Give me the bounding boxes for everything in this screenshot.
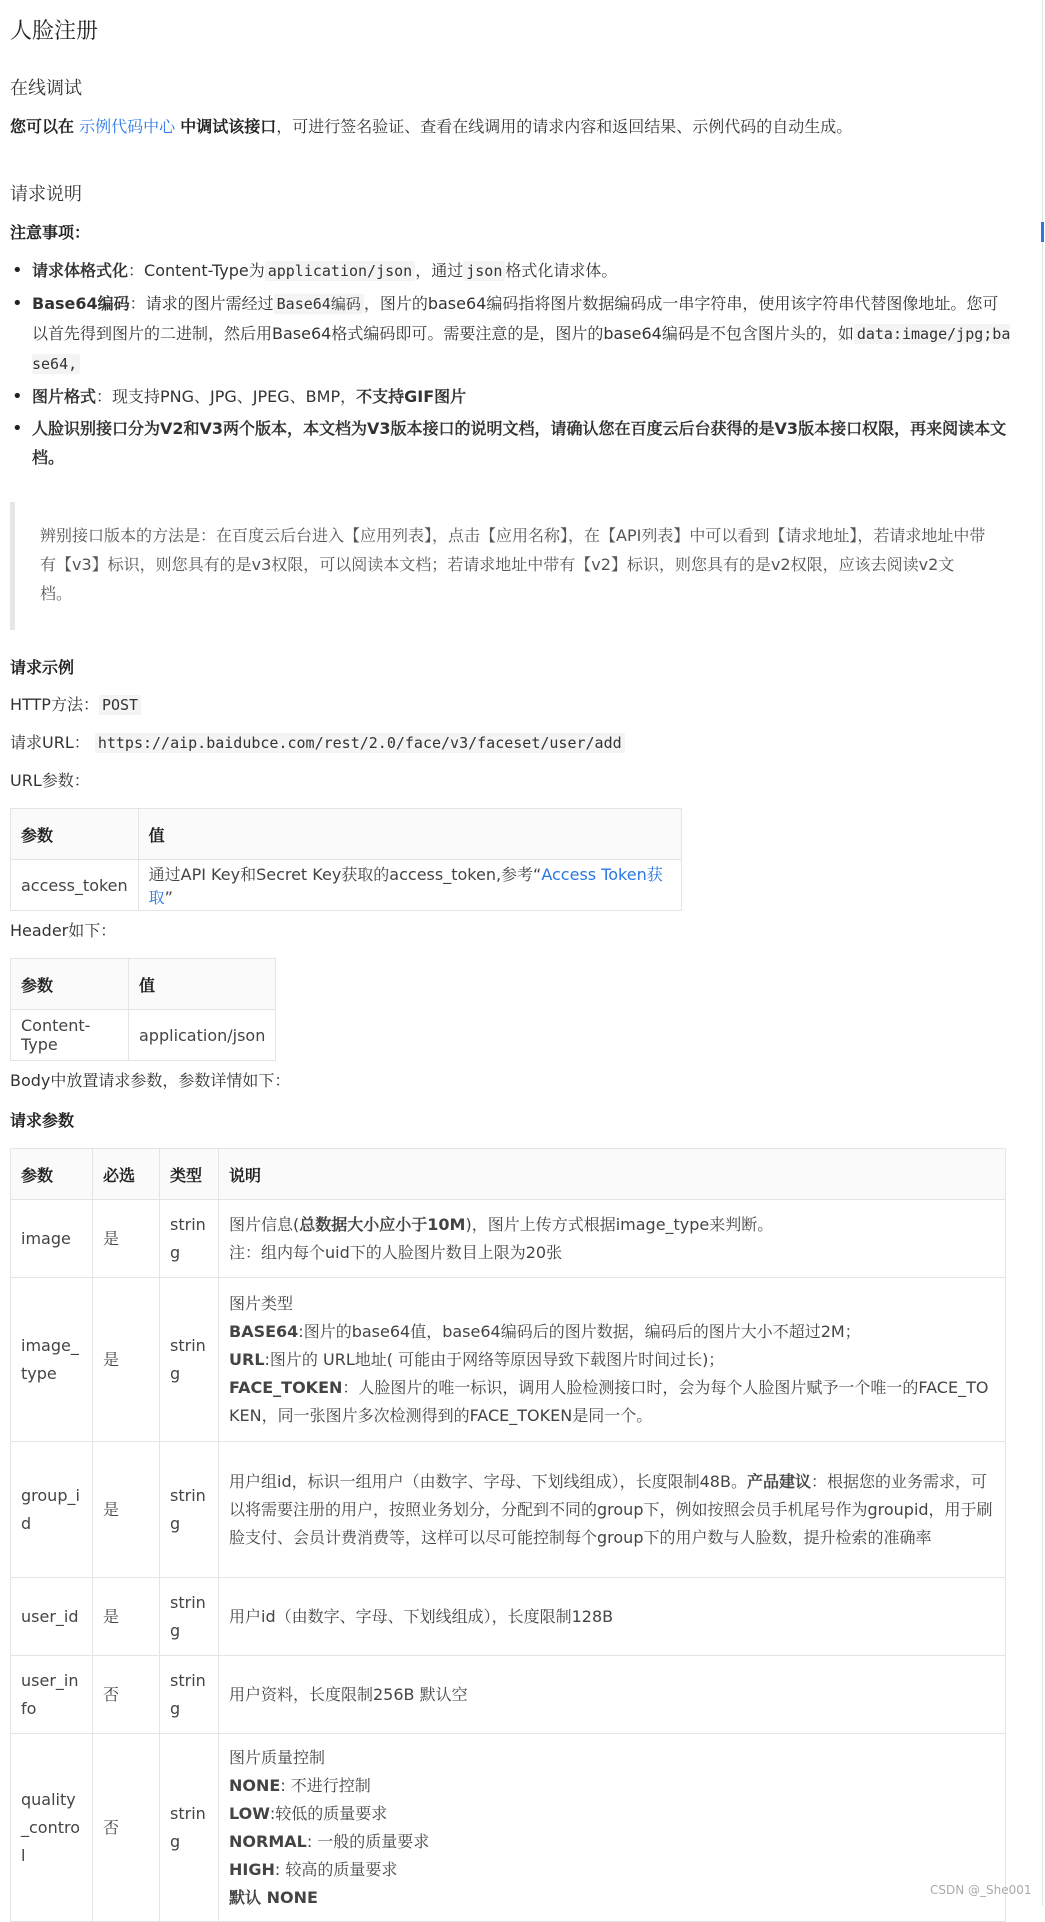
- cell-desc: 图片类型 BASE64:图片的base64值，base64编码后的图片数据，编码后的图片大小不超过2M； URL:图片的 URL地址( 可能由于网络等原因导致下载图片时间过长)； FACE_TOKEN：人脸图片的唯一标识，调用人脸检测接口时，会为每个人脸图片赋予一个唯一的FACE_TOKEN，同一张图片多次检测得到的FACE_TOKEN是同一个。: [219, 1278, 1006, 1442]
- cell-required: 是: [93, 1200, 160, 1278]
- cell-type: string: [160, 1200, 219, 1278]
- col-param: 参数: [11, 809, 139, 860]
- cell-type: string: [160, 1656, 219, 1734]
- cell-param: group_id: [11, 1442, 93, 1578]
- page-title: 人脸注册: [10, 19, 99, 44]
- cell-desc: 图片信息(总数据大小应小于10M)，图片上传方式根据image_type来判断。 注：组内每个uid下的人脸图片数目上限为20张: [219, 1200, 1006, 1278]
- col-param: 参数: [11, 1149, 93, 1200]
- watermark: CSDN @_She001: [930, 1883, 1032, 1897]
- note-item-format: • 请求体格式化：Content-Type为 application/json ，通过 json 格式化请求体。: [10, 256, 1013, 286]
- col-value: 值: [138, 809, 681, 860]
- scrollbar-track[interactable]: [1042, 0, 1043, 1906]
- request-example-heading: 请求示例: [10, 658, 75, 677]
- request-desc-heading: 请求说明: [10, 184, 82, 205]
- cell-param: user_id: [11, 1578, 93, 1656]
- cell-required: 否: [93, 1734, 160, 1922]
- notes-label: 注意事项：: [10, 223, 91, 242]
- table-row: [11, 1734, 1006, 1922]
- note-item-base64: • Base64编码：请求的图片需经过 Base64编码 ，图片的base64编码指将图片数据编码成一串字符串，使用该字符串代替图像地址。您可以首先得到图片的二进制，然后用Base64格式编码即可。需要注意的是，图片的base64编码是不包含图片头的，如 data:image/jpg;base64,: [10, 289, 1013, 379]
- online-debug-bold-suffix: 中调试该接口: [180, 117, 277, 136]
- online-debug-text: [10, 114, 1013, 140]
- table-row: [11, 1010, 276, 1061]
- cell-type: string: [160, 1734, 219, 1922]
- cell-param: image_type: [11, 1278, 93, 1442]
- access-token-link[interactable]: Access Token获取: [148, 865, 663, 907]
- cell-desc: 用户组id，标识一组用户（由数字、字母、下划线组成），长度限制48B。产品建议：根据您的业务需求，可以将需要注册的用户，按照业务划分，分配到不同的group下，例如按照会员手机尾号作为groupid，用于刷脸支付、会员计费消费等，这样可以尽可能控制每个group下的用户数与人脸数，提升检索的准确率: [219, 1442, 1006, 1578]
- table-row: [11, 1442, 1006, 1578]
- header-label: Header如下：: [10, 921, 117, 940]
- header-table: [10, 958, 276, 1061]
- cell-param: quality_control: [11, 1734, 93, 1922]
- table-header-row: [11, 809, 682, 860]
- sample-code-center-link[interactable]: 示例代码中心: [79, 117, 176, 136]
- notes-list: [10, 256, 1013, 475]
- col-value: 值: [129, 959, 276, 1010]
- request-params-heading: 请求参数: [10, 1111, 75, 1130]
- request-url-line: 请求URL： https://aip.baidubce.com/rest/2.0/face/v3/faceset/user/add: [10, 730, 625, 756]
- note-item-image-format: • 图片格式：现支持PNG、JPG、JPEG、BMP，不支持GIF图片: [10, 382, 1013, 411]
- body-label: Body中放置请求参数，参数详情如下：: [10, 1071, 291, 1090]
- request-url-value: https://aip.baidubce.com/rest/2.0/face/v3/faceset/user/add: [95, 733, 625, 753]
- cell-param: user_info: [11, 1656, 93, 1734]
- cell-param: image: [11, 1200, 93, 1278]
- request-params-table: [10, 1148, 1006, 1922]
- col-param: 参数: [11, 959, 129, 1010]
- table-row: [11, 1656, 1006, 1734]
- cell-desc: 用户id（由数字、字母、下划线组成），长度限制128B: [219, 1578, 1006, 1656]
- note-item-version: • 人脸识别接口分为V2和V3两个版本，本文档为V3版本接口的说明文档，请确认您在百度云后台获得的是V3版本接口权限，再来阅读本文档。: [10, 414, 1013, 472]
- version-quote: 辨别接口版本的方法是：在百度云后台进入【应用列表】，点击【应用名称】，在【API列表】中可以看到【请求地址】，若请求地址中带有【v3】标识，则您具有的是v3权限，可以阅读本文档；若请求地址中带有【v2】标识，则您具有的是v2权限，应该去阅读v2文档。: [10, 502, 1000, 630]
- table-header-row: [11, 959, 276, 1010]
- cell-type: string: [160, 1278, 219, 1442]
- online-debug-bold-prefix: 您可以在: [10, 117, 75, 136]
- url-params-label: URL参数：: [10, 771, 90, 790]
- table-header-row: [11, 1149, 1006, 1200]
- col-required: 必选: [93, 1149, 160, 1200]
- table-row: [11, 1278, 1006, 1442]
- url-params-table: [10, 808, 682, 911]
- col-type: 类型: [160, 1149, 219, 1200]
- cell-required: 是: [93, 1442, 160, 1578]
- cell-required: 是: [93, 1278, 160, 1442]
- cell-value: 通过API Key和Secret Key获取的access_token,参考“Access Token获取”: [138, 860, 681, 911]
- cell-param: Content-Type: [11, 1010, 129, 1061]
- cell-value: application/json: [129, 1010, 276, 1061]
- table-row: [11, 1200, 1006, 1278]
- online-debug-heading: 在线调试: [10, 78, 82, 99]
- online-debug-rest: ，可进行签名验证、查看在线调用的请求内容和返回结果、示例代码的自动生成。: [276, 117, 853, 136]
- table-row: [11, 860, 682, 911]
- col-desc: 说明: [219, 1149, 1006, 1200]
- cell-param: access_token: [11, 860, 139, 911]
- cell-type: string: [160, 1442, 219, 1578]
- cell-desc: 用户资料，长度限制256B 默认空: [219, 1656, 1006, 1734]
- http-method-value: POST: [99, 695, 141, 715]
- scroll-position-marker: [1041, 222, 1044, 242]
- cell-desc: 图片质量控制 NONE: 不进行控制 LOW:较低的质量要求 NORMAL: 一般的质量要求 HIGH: 较高的质量要求 默认 NONE: [219, 1734, 1006, 1922]
- cell-required: 否: [93, 1656, 160, 1734]
- http-method-line: HTTP方法： POST: [10, 692, 141, 718]
- cell-type: string: [160, 1578, 219, 1656]
- cell-required: 是: [93, 1578, 160, 1656]
- table-row: [11, 1578, 1006, 1656]
